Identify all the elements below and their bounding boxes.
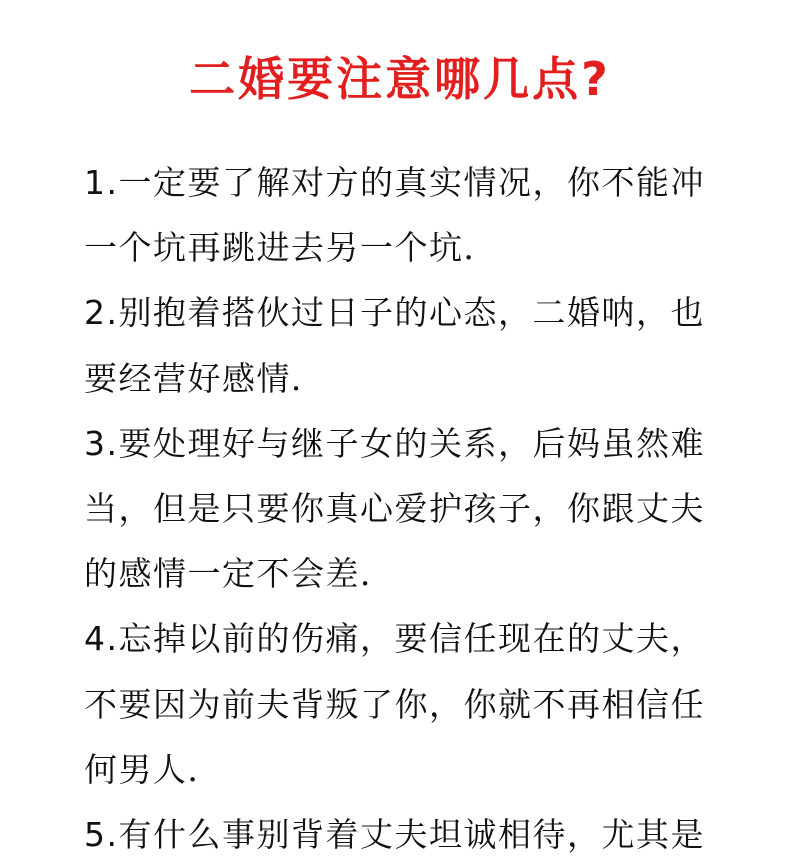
text-line: 2.别抱着搭伙过日子的心态，二婚呐，也 [84, 293, 705, 333]
text-line: 3.要处理好与继子女的关系，后妈虽然难 [84, 423, 705, 463]
text-line: 不要因为前夫背叛了你，你就不再相信任 [84, 684, 705, 724]
text-line: 5.有什么事别背着丈夫坦诚相待，尤其是 [84, 814, 705, 854]
text-line: 要经营好感情． [84, 358, 326, 398]
text-line: 4.忘掉以前的伤痛，要信任现在的丈夫， [84, 619, 705, 659]
text-line: 1.一定要了解对方的真实情况，你不能冲 [84, 163, 705, 202]
text-line: 何男人． [84, 749, 222, 789]
text-line: 的感情一定不会差． [84, 554, 395, 594]
text-line: 一个坑再跳进去另一个坑． [84, 228, 498, 268]
article-body [84, 150, 724, 867]
page-title: 二婚要注意哪几点? [189, 52, 611, 106]
text-line: 当，但是只要你真心爱护孩子，你跟丈夫 [84, 488, 705, 528]
